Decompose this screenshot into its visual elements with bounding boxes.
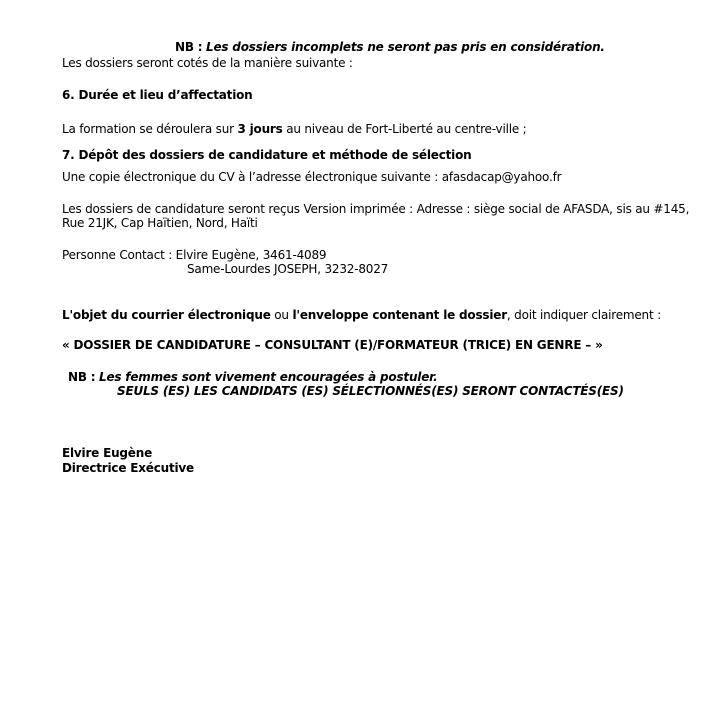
signature-title: Directrice Exécutive [62,461,194,475]
section-6-text-after: au niveau de Fort-Liberté au centre-ville ; [282,122,527,136]
subject-title: « DOSSIER DE CANDIDATURE – CONSULTANT (E)/FORMATEUR (TRICE) EN GENRE – » [62,338,603,352]
section-6-heading: 6. Durée et lieu d’affectation [62,88,253,102]
contact-line-2: Same-Lourdes JOSEPH, 3232-8027 [187,262,389,276]
section-6-duration: 3 jours [237,122,283,136]
subject-part-4: , doit indiquer clairement : [506,308,661,322]
nb-bottom-label: NB : [68,370,96,384]
section-6-text-before: La formation se déroulera sur [62,122,238,136]
print-address-line-2: Rue 21JK, Cap Haïtien, Nord, Haïti [62,216,258,230]
subject-part-1: L'objet du courrier électronique [62,308,271,322]
print-address-line-1: Les dossiers de candidature seront reçus Version imprimée : Adresse : siège social de AFASDA, sis au #145, [62,202,690,216]
nb-bottom-line-1 [68,370,438,385]
nb-top-text: Les dossiers incomplets ne seront pas pris en considération. [206,40,605,54]
nb-top-notice [175,40,605,55]
nb-bottom-line-2: SEULS (ES) LES CANDIDATS (ES) SÉLECTIONNÉS(ES) SERONT CONTACTÉS(ES) [117,384,624,398]
signature-name: Elvire Eugène [62,446,153,460]
nb-bottom-text-1: Les femmes sont vivement encouragées à postuler. [99,370,438,384]
nb-top-label: NB : [175,40,203,54]
intro-line: Les dossiers seront cotés de la manière suivante : [62,56,353,70]
section-6-text [62,122,527,137]
subject-part-2: ou [270,308,293,322]
contact-line-1: Personne Contact : Elvire Eugène, 3461-4089 [62,248,327,262]
section-7-heading: 7. Dépôt des dossiers de candidature et méthode de sélection [62,148,472,162]
subject-instruction [62,308,661,323]
email-line: Une copie électronique du CV à l’adresse électronique suivante : afasdacap@yahoo.fr [62,170,562,184]
subject-part-3: l'enveloppe contenant le dossier [292,308,507,322]
